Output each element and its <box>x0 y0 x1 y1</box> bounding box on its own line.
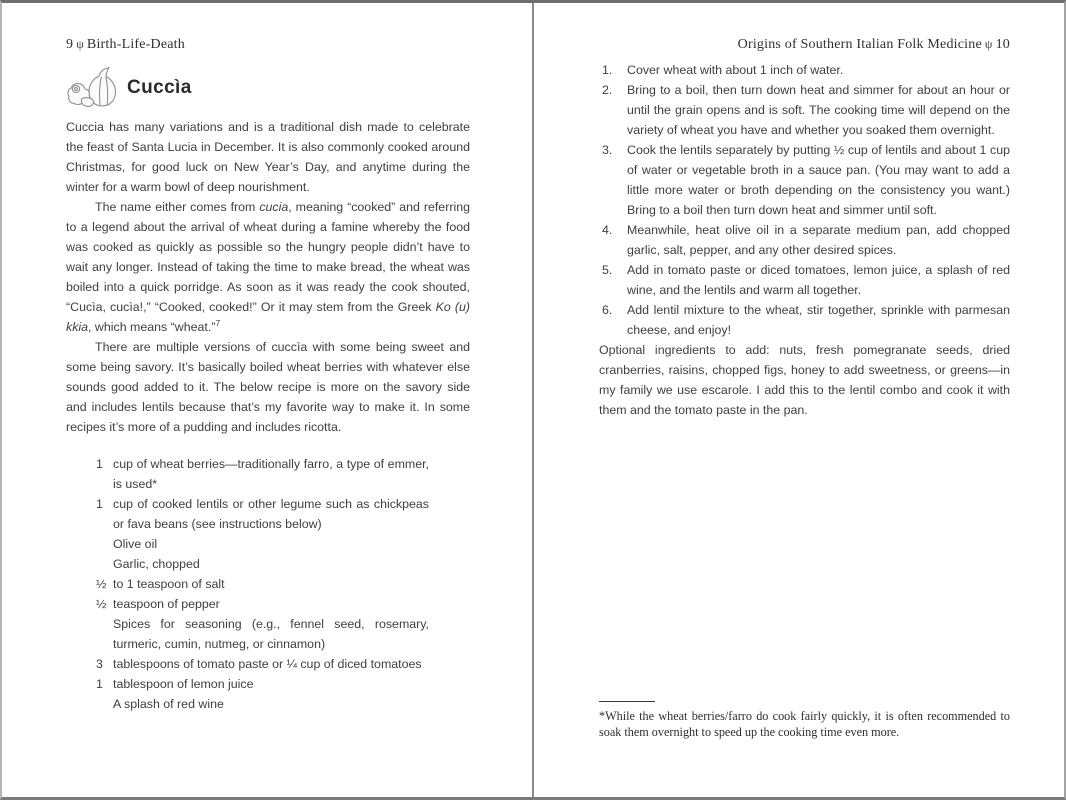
intro-paragraph: Cuccia has many variations and is a traditional dish made to celebrate the feast of Santa Lucia in December. It is also commonly cooked around Christmas, for good luck on New Year’s Day, and anytime during the winter for a warm bowl of deep nourishment. <box>66 120 470 194</box>
step-number: 6. <box>602 303 613 317</box>
left-header-title: Birth-Life-Death <box>86 37 185 52</box>
garlic-illustration-icon <box>66 65 118 111</box>
ingredient-qty: 1 <box>96 677 103 691</box>
instruction-steps-list <box>599 60 1010 340</box>
optional-ingredients-paragraph: Optional ingredients to add: nuts, fresh pomegranate seeds, dried cranberries, raisins, chopped figs, honey to add sweetness, or greens—in my family we use escarole. I add this to the lentil combo and cook it with them and the tomato paste in the pan. <box>599 343 1010 417</box>
italic-term-greek: Ko (u) kkia <box>66 300 470 334</box>
ingredient-qty <box>96 554 113 574</box>
ingredient-text: Spices for seasoning (e.g., fennel seed, rosemary, turmeric, cumin, nutmeg, or cinnamon) <box>113 617 429 651</box>
ingredient-text: Garlic, chopped <box>113 557 200 571</box>
ingredient-text: cup of cooked lentils or other legume such as chickpeas or fava beans (see instructions below) <box>113 497 429 531</box>
step-row <box>599 140 1010 220</box>
step-number: 3. <box>602 143 613 157</box>
step-row <box>599 80 1010 140</box>
ingredient-row <box>96 574 429 594</box>
footnote-text: *While the wheat berries/farro do cook fairly quickly, it is often recommended to soak them overnight to speed up the cooking time even more. <box>599 709 1010 739</box>
header-ornament-icon: ψ <box>984 37 993 51</box>
recipe-title-row <box>66 65 192 111</box>
step-number: 1. <box>602 63 613 77</box>
step-row <box>599 60 1010 80</box>
step-row <box>599 260 1010 300</box>
ingredient-row <box>96 454 429 494</box>
ingredient-qty <box>96 694 113 714</box>
etymology-paragraph <box>66 197 470 337</box>
ingredient-text: teaspoon of pepper <box>113 597 220 611</box>
ingredient-row <box>96 614 429 654</box>
left-page-number: 9 <box>66 37 74 52</box>
etymology-text: The name either comes from <box>95 200 260 214</box>
ingredient-list <box>96 454 429 714</box>
ingredient-text: cup of wheat berries—traditionally farro, a type of emmer, is used* <box>113 457 429 491</box>
ingredient-qty <box>96 534 113 554</box>
step-row <box>599 300 1010 340</box>
ingredient-qty: ½ <box>96 577 107 591</box>
page-spine-divider <box>532 3 534 797</box>
left-page-body <box>66 117 470 714</box>
right-page-header <box>599 37 1010 53</box>
step-number: 2. <box>602 83 613 97</box>
header-ornament-icon: ψ <box>76 37 84 51</box>
ingredient-text: A splash of red wine <box>113 697 224 711</box>
ingredient-row <box>96 534 429 554</box>
ingredient-qty <box>96 614 113 654</box>
step-text: Cover wheat with about 1 inch of water. <box>627 63 844 77</box>
ingredient-text: to 1 teaspoon of salt <box>113 577 225 591</box>
ingredient-qty: 3 <box>96 657 103 671</box>
ingredient-text: tablespoons of tomato paste or ¼ cup of diced tomatoes <box>113 657 422 671</box>
step-number: 5. <box>602 263 613 277</box>
recipe-title: Cuccìa <box>127 77 192 98</box>
right-header-title: Origins of Southern Italian Folk Medicine <box>737 37 982 52</box>
footnote-rule <box>599 701 655 702</box>
ingredient-qty: 1 <box>96 457 103 471</box>
step-row <box>599 220 1010 260</box>
footnote-reference-7: 7 <box>215 317 221 328</box>
step-number: 4. <box>602 223 613 237</box>
ingredient-text: Olive oil <box>113 537 158 551</box>
footnote-block <box>599 701 1010 740</box>
left-page <box>66 3 470 800</box>
ingredient-row <box>96 694 429 714</box>
ingredient-qty: 1 <box>96 497 103 511</box>
right-page-number: 10 <box>995 37 1010 52</box>
ingredient-text: tablespoon of lemon juice <box>113 677 254 691</box>
ingredient-row <box>96 494 429 534</box>
step-text: Add lentil mixture to the wheat, stir together, sprinkle with parmesan cheese, and enjoy! <box>627 303 1010 337</box>
ingredient-row <box>96 554 429 574</box>
etymology-text: , meaning “cooked” and referring to a legend about the arrival of wheat during a famine whereby the food was cooked as quickly as possible so the hungry people didn’t have to wait any longer. Instead of taking the time to make bread, the wheat was boiled into a quick porridge. As soon as it was ready the cook shouted, “Cucìa, cucìa!,” “Cooked, cooked!” Or it may stem from the Greek <box>66 200 470 314</box>
step-text: Meanwhile, heat olive oil in a separate medium pan, add chopped garlic, salt, pepper, and any other desired spices. <box>627 223 1010 257</box>
step-text: Cook the lentils separately by putting ½ cup of lentils and about 1 cup of water or vegetable broth in a sauce pan. (You may want to add a little more water or broth depending on the consistency you want.) Bring to a boil then turn down heat and simmer until soft. <box>627 143 1010 217</box>
step-text: Bring to a boil, then turn down heat and simmer for about an hour or until the grain opens and is soft. The cooking time will depend on the variety of wheat you have and whether you soaked them overnight. <box>627 83 1010 137</box>
ingredient-qty: ½ <box>96 597 107 611</box>
versions-paragraph: There are multiple versions of cuccìa with some being sweet and some being savory. It’s basically boiled wheat berries with whatever else sounds good added to it. The below recipe is more on the savory side and includes lentils because that’s my favorite way to make it. In some recipes it’s more of a pudding and includes ricotta. <box>66 340 470 434</box>
italic-term-cucia: cucia <box>259 200 289 214</box>
step-text: Add in tomato paste or diced tomatoes, lemon juice, a splash of red wine, and the lentils and warm all together. <box>627 263 1010 297</box>
ingredient-row <box>96 654 429 674</box>
right-page <box>599 3 1010 800</box>
etymology-text: , which means “wheat.” <box>88 320 216 334</box>
ingredient-row <box>96 594 429 614</box>
ingredient-row <box>96 674 429 694</box>
left-page-header <box>66 37 185 53</box>
right-page-body <box>599 60 1010 420</box>
